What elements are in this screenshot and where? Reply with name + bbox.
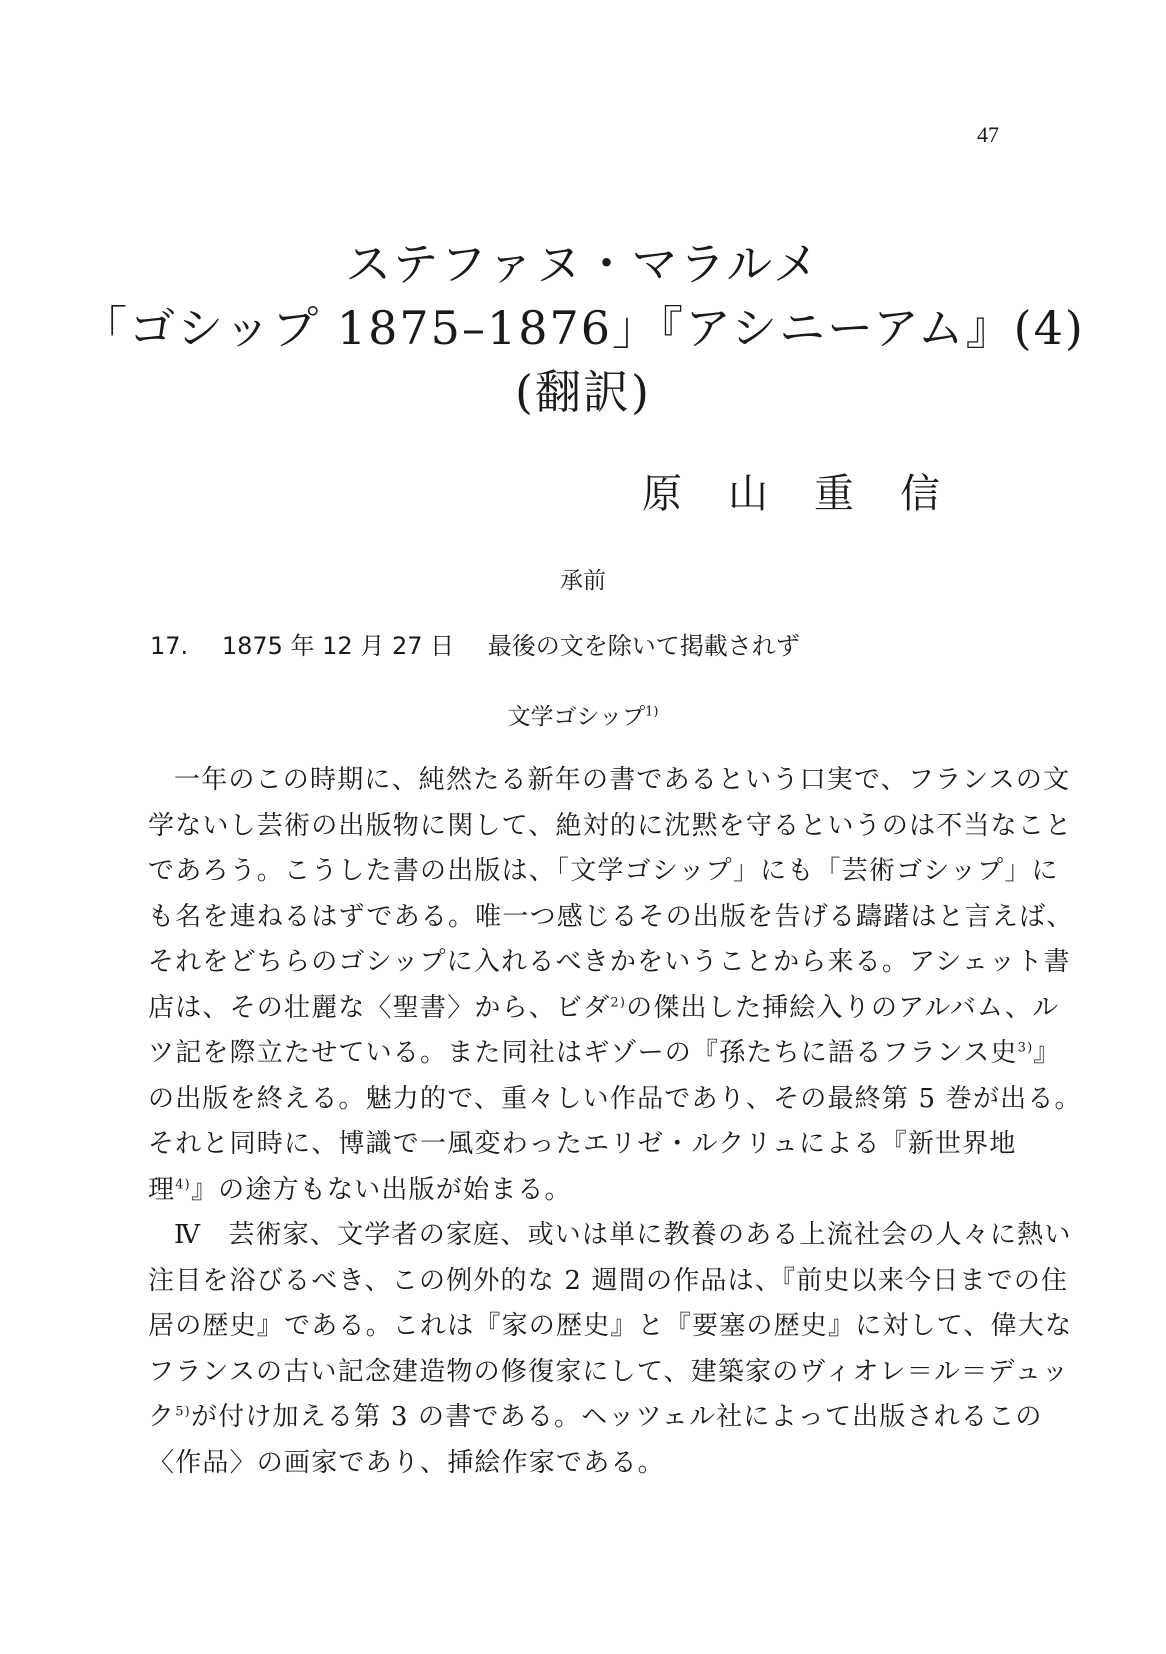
text-line	[148, 1122, 1018, 1168]
section-note: 最後の文を除いて掲載されず	[487, 632, 800, 660]
title-line-2: 「ゴシップ 1875–1876」『アシニーアム』(4)	[81, 301, 1085, 355]
text-line	[148, 1213, 1072, 1259]
text-segment: であろう。こうした書の出版は、「文学ゴシップ」にも「芸術ゴシップ」に	[148, 856, 1059, 886]
text-segment: ツ記を際立たせている。また同社はギゾーの『孫たちに語るフランス史	[148, 1038, 1018, 1068]
text-line	[148, 1168, 1018, 1214]
text-line	[148, 1441, 1018, 1487]
author-name: 原山重信	[642, 471, 986, 517]
text-segment: それと同時に、博識で一風変わったエリゼ・ルクリュによる『新世界地	[148, 1129, 1017, 1159]
footnote-marker: 1)	[645, 704, 659, 720]
text-segment: 理	[148, 1174, 176, 1205]
text-segment: 居の歴史』である。これは『家の歴史』と『要塞の歴史』に対して、偉大な	[148, 1311, 1073, 1341]
text-segment: の傑出した挿絵入りのアルバム、ル	[626, 992, 1060, 1023]
footnote-marker: 2)	[610, 994, 627, 1010]
text-segment: も名を連ねるはずである。唯一つ感じるその出版を告げる躊躇はと言えば、	[148, 901, 1074, 932]
text-line	[148, 986, 1060, 1032]
paragraph-2	[148, 1213, 1073, 1486]
text-line	[148, 1077, 1082, 1123]
continued-label: 承前	[560, 568, 606, 594]
text-segment: 学ないし芸術の出版物に関して、絶対的に沈黙を守るというのは不当なこと	[148, 810, 1073, 841]
title-line-3: (翻訳)	[515, 365, 651, 419]
text-line	[148, 804, 1073, 850]
text-segment: それをどちらのゴシップに入れるべきかをいうことから来る。アシェット書	[148, 947, 1071, 977]
text-line	[148, 940, 1071, 986]
footnote-marker: 4)	[175, 1176, 191, 1192]
text-line	[148, 758, 1071, 804]
subheading-text: 文学ゴシップ	[507, 704, 646, 730]
text-segment: 注目を浴びるべき、この例外的な 2 週間の作品は、『前史以来今日までの住	[148, 1265, 1069, 1296]
title-line-1: ステファヌ・マラルメ	[345, 237, 821, 291]
text-segment: フランスの古い記念建造物の修復家にして、建築家のヴィオレ＝ル＝デュッ	[148, 1356, 1070, 1387]
text-segment: 』の途方もない出版が始まる。	[190, 1174, 572, 1205]
section-number: 17.	[150, 632, 189, 660]
text-line	[148, 849, 1059, 895]
section-date: 1875 年 12 月 27 日	[221, 632, 455, 660]
footnote-marker: 5)	[175, 1404, 191, 1420]
text-segment: 店は、その壮麗な〈聖書〉から、ビダ	[148, 992, 611, 1023]
text-segment: 〈作品〉の画家であり、挿絵作家である。	[148, 1447, 665, 1478]
text-segment: 』	[1033, 1038, 1061, 1068]
text-segment: ク	[148, 1402, 176, 1432]
footnote-marker: 3)	[1017, 1040, 1034, 1056]
text-line	[148, 1350, 1070, 1396]
text-segment: Ⅳ 芸術家、文学者の家庭、或いは単に教養のある上流社会の人々に熱い	[174, 1220, 1072, 1250]
text-segment: の出版を終える。魅力的で、重々しい作品であり、その最終第 5 巻が出る。	[148, 1083, 1082, 1114]
article-title	[0, 232, 1166, 424]
text-line	[148, 895, 1074, 941]
text-line	[148, 1304, 1073, 1350]
text-segment: 一年のこの時期に、純然たる新年の書であるという口実で、フランスの文	[174, 765, 1071, 795]
subheading	[0, 698, 1166, 731]
section-heading	[150, 626, 826, 661]
text-line	[148, 1031, 1061, 1077]
text-segment: が付け加える第 3 の書である。ヘッツェル社によって出版されるこの	[190, 1402, 1043, 1432]
body-text	[148, 758, 1082, 1486]
paragraph-1	[148, 758, 1082, 1213]
page-number: 47	[977, 122, 999, 147]
text-line	[148, 1259, 1069, 1305]
text-line	[148, 1395, 1043, 1441]
